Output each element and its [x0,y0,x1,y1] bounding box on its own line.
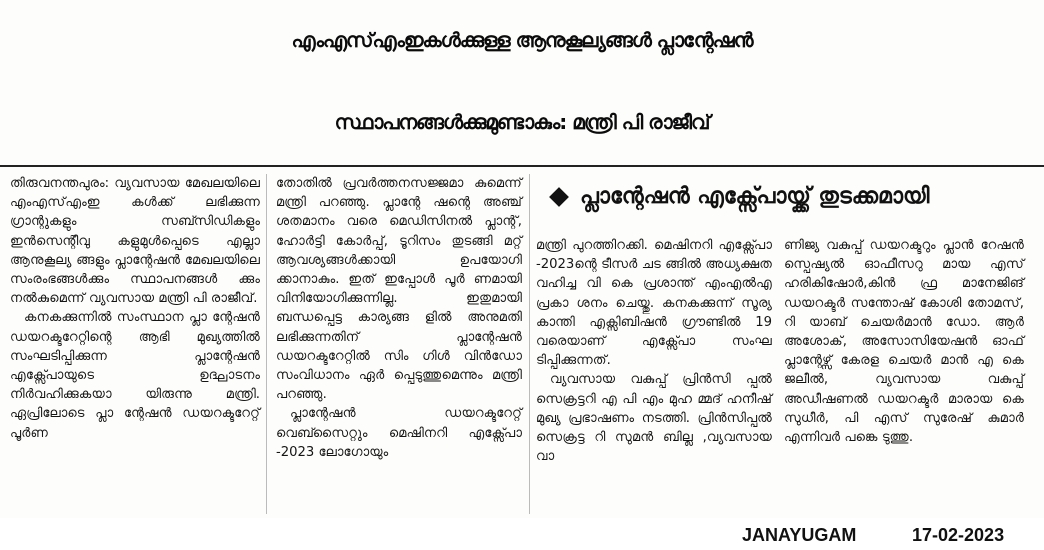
column-2-paragraph-1: തോതിൽ പ്രവർത്തനസജ്ജമാ കുമെന്ന് മന്ത്രി പറഞ്ഞു. പ്ലാന്റേ ഷന്റെ അഞ്ച് ശതമാനം വരെ മെഡിസിനൽ പ്ലാന്റ്, ഹോർട്ടി കോർപ്പ്, ടൂറിസം തുടങ്ങി മറ്റ് ആവശ്യങ്ങൾക്കായി ഉപയോഗി ക്കാനാകും. ഇത് ഇപ്പോൾ പൂർ ണമായി വിനിയോഗിക്കുന്നില്ല. ഇതുമായി ബന്ധപ്പെട്ട കാര്യങ്ങ ളിൽ അനുമതി ലഭിക്കുന്നതിന് പ്ലാന്റേഷൻ ഡയറക്ടറേറ്റിൽ സിം ഗിൾ വിൻഡോ സംവിധാനം ഏർ പ്പെടുത്തുമെന്നും മന്ത്രി പറഞ്ഞു. [276,176,522,403]
article-column-1 [10,174,260,443]
article-column-3 [536,236,772,466]
column-3-paragraph-2: വ്യവസായ വകുപ്പ് പ്രിൻസി പ്പൽ സെക്രട്ടറി എ പി എം മുഹ മ്മദ് ഹനീഷ് മുഖ്യ പ്രഭാഷണം നടത്തി. പ്രിൻസിപ്പൽ സെക്രട്ട റി സുമൻ ബില്ല ,വ്യവസായ വാ [536,372,772,465]
publication-date: 17-02-2023 [912,525,1005,545]
column-divider [529,174,530,514]
subheading-text: പ്ലാന്റേഷൻ എക്സ്പോയ്ക്ക് തുടക്കമായി [580,184,930,209]
publication-name: JANAYUGAM [742,525,857,545]
column-4-paragraph-1: ണിജ്യ വകുപ്പ് ഡയറക്ടറും പ്ലാൻ റേഷൻ സ്പെഷ്യൽ ഓഫീസറു മായ എസ് ഹരികിഷോർ,കിൻ ഫ്ര മാനേജിങ് ഡയറക്ടർ സന്തോഷ് കോശി തോമസ്, റി യാബ് ചെയർമാൻ ഡോ. ആർ അശോക്, അസോസിയേഷൻ ഓഫ് പ്ലാന്റേഴ്സ് കേരള ചെയർ മാൻ എ കെ ജലീൽ, വ്യവസായ വകുപ്പ് അഡീഷണൽ ഡയറക്ടർ മാരായ കെ സുധീർ, പി എസ് സുരേഷ് കുമാർ എന്നിവർ പങ്കെ ടുത്തു. [784,238,1024,446]
column-3-paragraph-1: മന്ത്രി പുറത്തിറക്കി. മെഷിനറി എക്സ്പോ -2023ന്റെ ടീസർ ചട ങ്ങിൽ അധ്യക്ഷത വഹിച്ച വി കെ പ്രശാന്ത് എംഎൽഎ പ്രകാ ശനം ചെയ്തു. കനകക്കുന്ന് സൂര്യ കാന്തി എക്സിബിഷൻ ഗ്രൗണ്ടിൽ 19 വരെയാണ് എക്സ്പോ സംഘ ടിപ്പിക്കുന്നത്. [536,238,772,369]
column-2-paragraph-2: പ്ലാന്റേഷൻ ഡയറക്ടറേറ്റ് വെബ്സൈറ്റും മെഷിനറി എക്സ്പോ -2023 ലോഗോയും [276,406,522,460]
headline-divider [0,165,1044,167]
article-column-4 [784,236,1024,447]
diamond-bullet-icon [549,187,569,207]
column-1-paragraph-2: കനകക്കുന്നിൽ സംസ്ഥാന പ്ലാ ന്റേഷൻ ഡയറക്ടറേറ്റിന്റെ ആഭി മുഖ്യത്തിൽ സംഘടിപ്പിക്കുന്ന പ്ലാന്റേഷൻ എക്സ്പോയുടെ ഉദ്ഘാടനം നിർവഹിക്കുകയാ യിരുന്നു മന്ത്രി. ഏപ്രിലോടെ പ്ലാ ന്റേഷൻ ഡയറക്ടറേറ്റ് പൂർണ [10,310,260,441]
headline-line-1: എംഎസ്എംഇകൾക്കുള്ള ആനുകൂല്യങ്ങൾ പ്ലാന്റേഷൻ [291,28,753,52]
column-1-paragraph-1: തിരുവനന്തപുരം: വ്യവസായ മേഖലയിലെ എംഎസ്എംഇ കൾക്ക് ലഭിക്കുന്ന ഗ്രാന്റുകളും സബ്സിഡികളും ഇൻസെന്റീവു കളുമുൾപ്പെടെ എല്ലാ ആനുകൂല്യ ങ്ങളും പ്ലാന്റേഷൻ മേഖലയിലെ സംരംഭങ്ങൾക്കും സ്ഥാപനങ്ങൾ ക്കും നൽകുമെന്ന് വ്യവസായ മന്ത്രി പി രാജീവ്. [10,176,260,307]
headline-line-2: സ്ഥാപനങ്ങൾക്കുമുണ്ടാകും: മന്ത്രി പി രാജീവ് [334,110,710,134]
column-divider [266,174,267,514]
article-column-2 [276,174,522,462]
subheading [552,180,929,214]
